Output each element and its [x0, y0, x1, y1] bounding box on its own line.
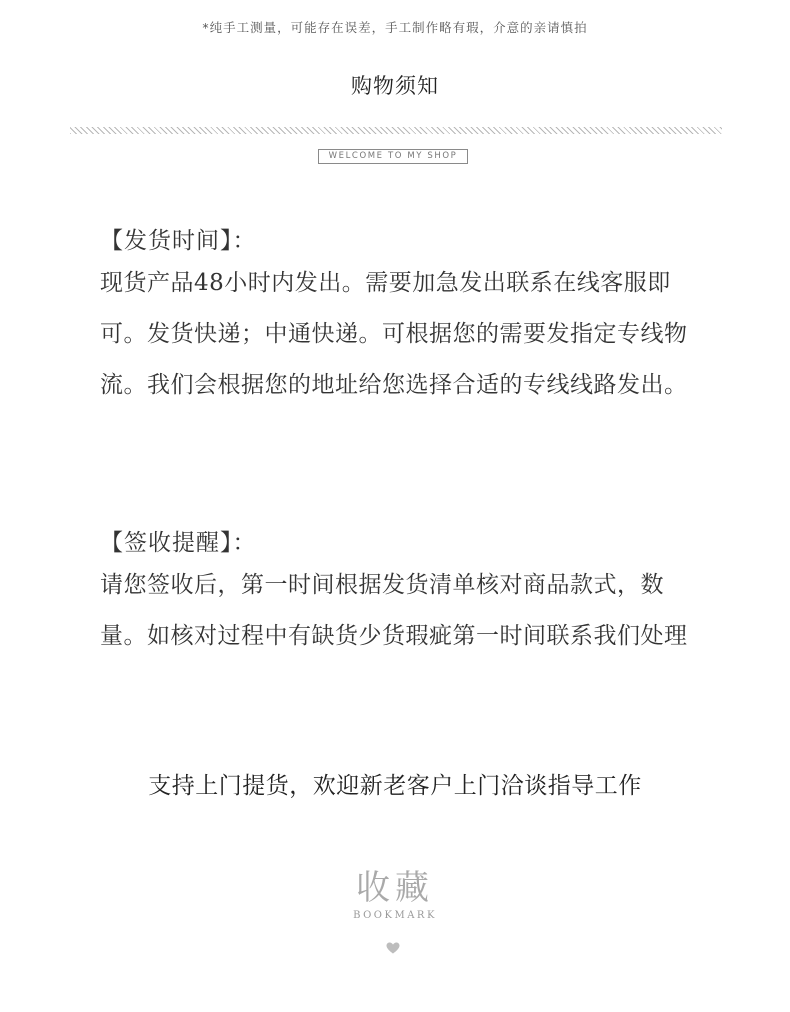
delivery-reminder-heading: 【签收提醒】：	[100, 530, 257, 556]
bookmark-title[interactable]: 收藏	[356, 868, 434, 908]
heart-icon[interactable]	[386, 942, 400, 954]
shipping-time-heading: 【发货时间】：	[100, 228, 257, 254]
page-title: 购物须知	[351, 74, 439, 98]
disclaimer-note: *纯手工测量，可能存在误差，手工制作略有瑕，介意的亲请慎拍	[202, 20, 588, 35]
delivery-reminder-body: 请您签收后，第一时间根据发货清单核对商品款式，数量。如核对过程中有缺货少货瑕疵第一时间联系我们处理	[100, 572, 688, 649]
pickup-notice: 支持上门提货，欢迎新老客户上门洽谈指导工作	[148, 773, 642, 799]
bookmark-subtitle[interactable]: BOOKMARK	[353, 910, 437, 921]
shipping-time-body: 现货产品48小时内发出。需要加急发出联系在线客服即可。发货快递；中通快递。可根据您的需要发指定专线物流。我们会根据您的地址给您选择合适的专线线路发出。	[100, 270, 688, 398]
welcome-badge: WELCOME TO MY SHOP	[318, 149, 468, 164]
zigzag-divider	[70, 127, 722, 134]
